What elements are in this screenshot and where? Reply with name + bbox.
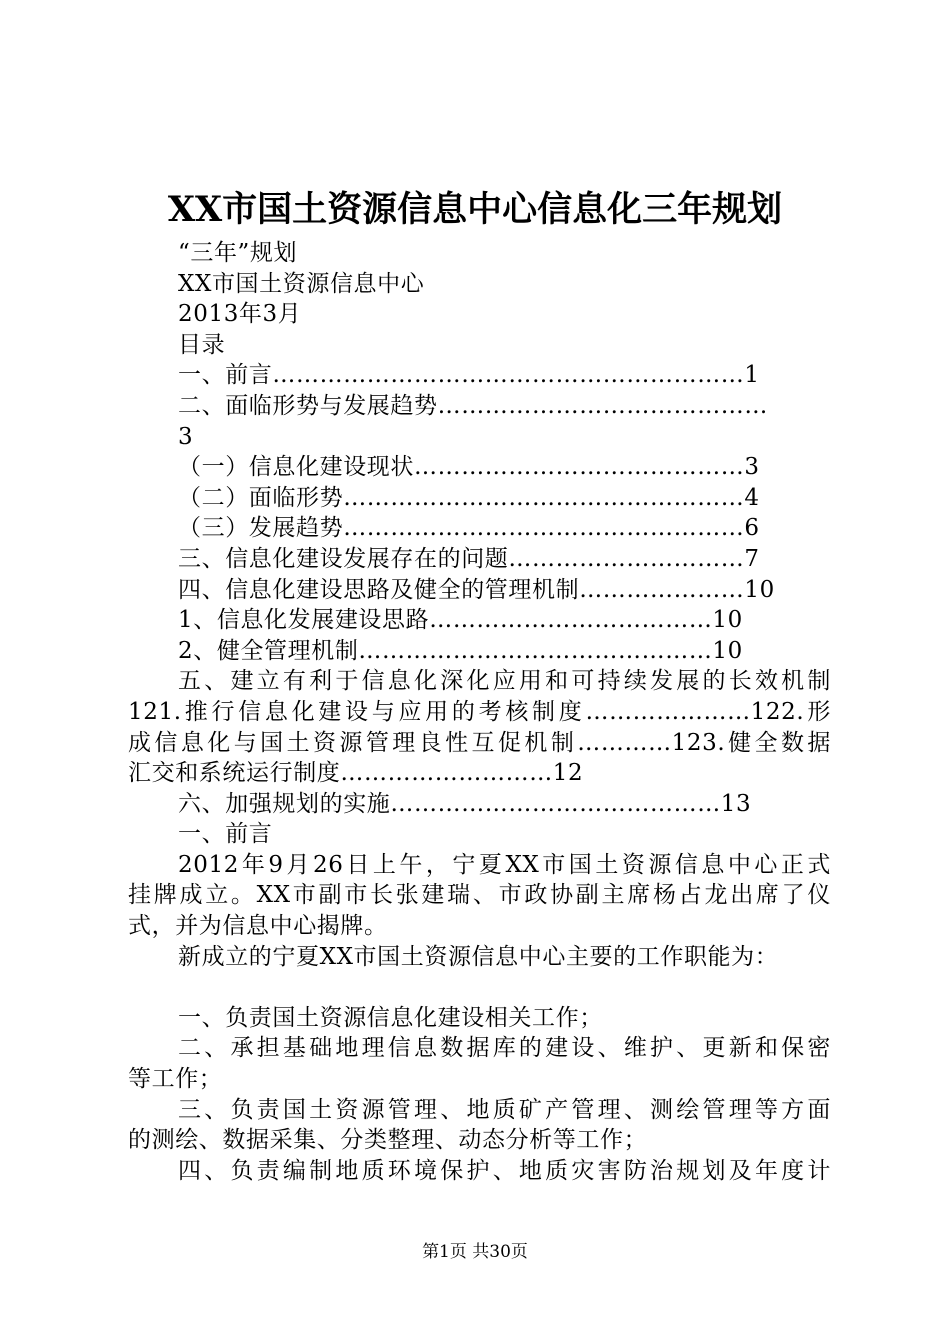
text-line: 等工作； (128, 1066, 223, 1093)
text-line: 的测绘、数据采集、分类整理、动态分析等工作； (128, 1127, 648, 1154)
text-line: （三）发展趋势……………………………………………6 (178, 515, 760, 542)
text-line: 汇交和系统运行制度………………………12 (128, 760, 584, 787)
text-line: 四、信息化建设思路及健全的管理机制…………………10 (178, 576, 775, 603)
text-line: 2013年3月 (178, 301, 302, 328)
text-line: 2012年9月26日上午，宁夏XX市国土资源信息中心正式 (178, 851, 831, 878)
text-line: 一、前言……………………………………………………1 (178, 362, 760, 389)
text-line: 三、信息化建设发展存在的问题…………………………7 (178, 545, 760, 572)
text-line: 3 (178, 423, 194, 450)
text-line: 六、加强规划的实施……………………………………13 (178, 790, 752, 817)
text-line: 一、前言 (178, 821, 273, 848)
text-line: “三年”规划 (178, 240, 298, 266)
text-line: 目录 (178, 331, 226, 358)
text-line: 2、健全管理机制………………………………………10 (178, 637, 743, 664)
page-footer: 第1页 共30页 (422, 1242, 528, 1262)
text-line: 五、建立有利于信息化深化应用和可持续发展的长效机制 (178, 668, 831, 695)
text-line: 新成立的宁夏XX市国土资源信息中心主要的工作职能为： (178, 943, 779, 970)
text-line: 一、负责国土资源信息化建设相关工作； (178, 1004, 603, 1031)
text-line: 式，并为信息中心揭牌。 (128, 913, 388, 940)
text-line: 二、承担基础地理信息数据库的建设、维护、更新和保密 (178, 1035, 831, 1062)
text-line: （一）信息化建设现状……………………………………3 (178, 454, 760, 481)
text-line: 121.推行信息化建设与应用的考核制度…………………122.形 (128, 698, 831, 725)
text-line: 二、面临形势与发展趋势…………………………………… (178, 392, 768, 419)
text-line: 成信息化与国土资源管理良性互促机制…………123.健全数据 (128, 729, 831, 756)
text-line: 四、负责编制地质环境保护、地质灾害防治规划及年度计 (178, 1157, 831, 1184)
text-line: 挂牌成立。XX市副市长张建瑞、市政协副主席杨占龙出席了仪 (128, 882, 831, 909)
text-line: 三、负责国土资源管理、地质矿产管理、测绘管理等方面 (178, 1096, 831, 1123)
text-line: XX市国土资源信息中心 (178, 270, 425, 297)
text-line (128, 972, 831, 1003)
text-line: （二）面临形势……………………………………………4 (178, 484, 760, 511)
document-body (128, 238, 831, 1186)
document-title: XX市国土资源信息中心信息化三年规划 (167, 189, 783, 230)
text-line: 1、信息化发展建设思路………………………………10 (178, 607, 743, 634)
